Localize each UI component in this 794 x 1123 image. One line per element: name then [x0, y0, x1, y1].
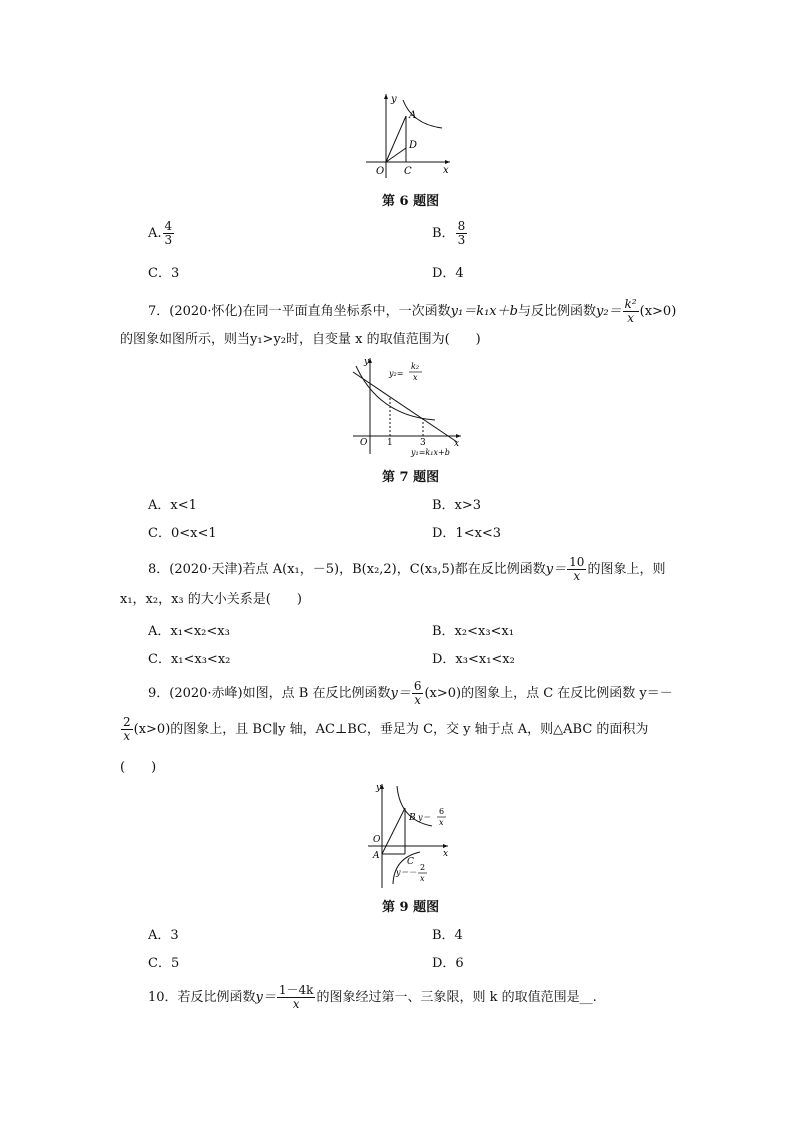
q6-option-b[interactable]: [432, 220, 468, 247]
q6-option-a-den: 3: [164, 233, 173, 247]
q8-frac-num: 10: [569, 555, 585, 569]
q8-option-d[interactable]: D．x₃<x₁<x₂: [432, 652, 515, 667]
q9-option-c[interactable]: C．5: [148, 956, 180, 971]
q7-frac-num: k²: [624, 297, 637, 311]
q8-line1: [148, 556, 665, 583]
q7-eq1: y₁＝k₁x＋b: [450, 304, 518, 319]
fig6-A-label: A: [409, 110, 417, 121]
fig9-C-label: C: [407, 857, 414, 867]
q8-option-b[interactable]: B．x₂<x₃<x₁: [432, 624, 514, 639]
q9-line2-text: (x>0)的图象上，且 BC∥y 轴，AC⊥BC，垂足为 C，交 y 轴于点 A，则△ABC 的面积为: [133, 722, 649, 737]
q9-frac2-num: 2: [123, 715, 131, 729]
q6-option-a-num: 4: [164, 219, 173, 233]
q8-option-a[interactable]: A．x₁<x₂<x₃: [148, 624, 230, 639]
q7-option-b[interactable]: B．x>3: [432, 498, 482, 513]
fig7-y-label: y: [364, 357, 370, 367]
q10-text-a: 10．若反比例函数: [148, 990, 256, 1005]
q10-frac-y: y＝: [255, 990, 276, 1005]
fig6-O-label: O: [376, 166, 385, 177]
q9-option-d[interactable]: D．6: [432, 956, 464, 971]
q10-frac-den: x: [292, 997, 300, 1011]
fig6-C-label: C: [404, 166, 412, 177]
q8-option-c[interactable]: C．x₁<x₃<x₂: [148, 652, 231, 667]
q8-line1-a: 8．(2020·天津)若点 A(x₁，－5)，B(x₂,2)，C(x₃,5)都在反比例函数: [148, 562, 546, 577]
fig7-x-label: x: [454, 439, 460, 449]
fig9-x-label: x: [443, 849, 449, 859]
q6-option-b-num: 8: [457, 219, 466, 233]
q9-line1: [148, 680, 673, 707]
q9-frac1-den: x: [414, 693, 422, 707]
q10-text-b: 的图象经过第一、三象限，则 k 的取值范围是: [316, 990, 580, 1005]
q8-frac-y: y＝: [545, 562, 567, 577]
q7-line2: 的图象如图所示，则当y₁>y₂时，自变量 x 的取值范围为( ): [120, 332, 481, 347]
q9-line3: ( ): [120, 760, 157, 775]
fig9-f2-label: y＝－: [396, 868, 417, 877]
q6-option-a[interactable]: [148, 220, 175, 247]
fig7-y2-label: y₂=: [389, 369, 404, 378]
q9-option-b[interactable]: B．4: [432, 928, 463, 943]
fig7-tick-1: 1: [387, 438, 393, 448]
fig9-f1-label: y＝: [418, 813, 431, 822]
fig7-tick-3: 3: [420, 438, 426, 448]
q7-line1-b: 与反比例函数: [517, 304, 596, 319]
figure-6: [360, 90, 460, 182]
fig7-O-label: O: [360, 438, 368, 448]
fig9-A-label: A: [373, 851, 380, 861]
q7-line1-c: (x>0): [639, 304, 677, 319]
q9-line1-b: (x>0)的图象上，点 C 在反比例函数 y＝－: [424, 686, 673, 701]
q10-answer-blank[interactable]: __.: [579, 990, 597, 1005]
q9-frac1-y: y＝: [390, 686, 411, 701]
q8-line1-b: 的图象上，则: [587, 562, 666, 577]
fig7-k2-label: k₂: [411, 362, 420, 371]
q10-line: [148, 984, 597, 1011]
q7-option-c[interactable]: C．0<x<1: [148, 526, 217, 541]
q9-option-a[interactable]: A．3: [148, 928, 179, 943]
q9-frac1-num: 6: [413, 679, 422, 693]
figure-9: [360, 780, 460, 890]
figure-7: [345, 354, 475, 458]
fig9-f2-den: x: [420, 874, 425, 883]
q7-line1-a: 7．(2020·怀化)在同一平面直角坐标系中，一次函数: [148, 304, 451, 319]
fig9-O-label: O: [373, 835, 381, 845]
fig6-y-label: y: [391, 94, 397, 105]
fig6-x-label: x: [443, 165, 449, 176]
fig7-x-den: x: [413, 373, 418, 382]
figure-9-caption: 第 9 题图: [382, 900, 440, 915]
fig9-f1-den: x: [439, 818, 444, 827]
q7-eq2: y₂＝: [595, 304, 622, 319]
figure-6-caption: 第 6 题图: [382, 194, 440, 209]
fig6-D-label: D: [409, 140, 418, 151]
fig9-f2-num: 2: [420, 863, 426, 872]
q7-option-a[interactable]: A．x<1: [148, 498, 197, 513]
q10-frac-num: 1－4k: [278, 983, 314, 997]
q9-line1-a: 9．(2020·赤峰)如图，点 B 在反比例函数: [148, 686, 391, 701]
figure-7-caption: 第 7 题图: [382, 470, 440, 485]
q6-option-d[interactable]: D．4: [432, 266, 464, 281]
fig7-y1-label: y₁=k₁x+b: [411, 448, 450, 457]
fig9-f1-num: 6: [439, 807, 445, 816]
q6-option-b-den: 3: [457, 233, 466, 247]
q7-line1: [148, 298, 676, 325]
q8-line2: x₁，x₂，x₃ 的大小关系是( ): [120, 592, 302, 607]
fig9-B-label: B: [409, 813, 416, 823]
q7-frac-den: x: [627, 311, 634, 325]
q6-option-b-prefix: B．: [432, 226, 455, 241]
q6-option-a-prefix: A.: [148, 226, 162, 241]
q9-line2: [120, 716, 648, 743]
q7-option-d[interactable]: D．1<x<3: [432, 526, 502, 541]
fig9-y-label: y: [376, 783, 382, 793]
q6-option-c[interactable]: C．3: [148, 266, 180, 281]
q8-frac-den: x: [573, 569, 581, 583]
q9-frac2-den: x: [123, 729, 131, 743]
